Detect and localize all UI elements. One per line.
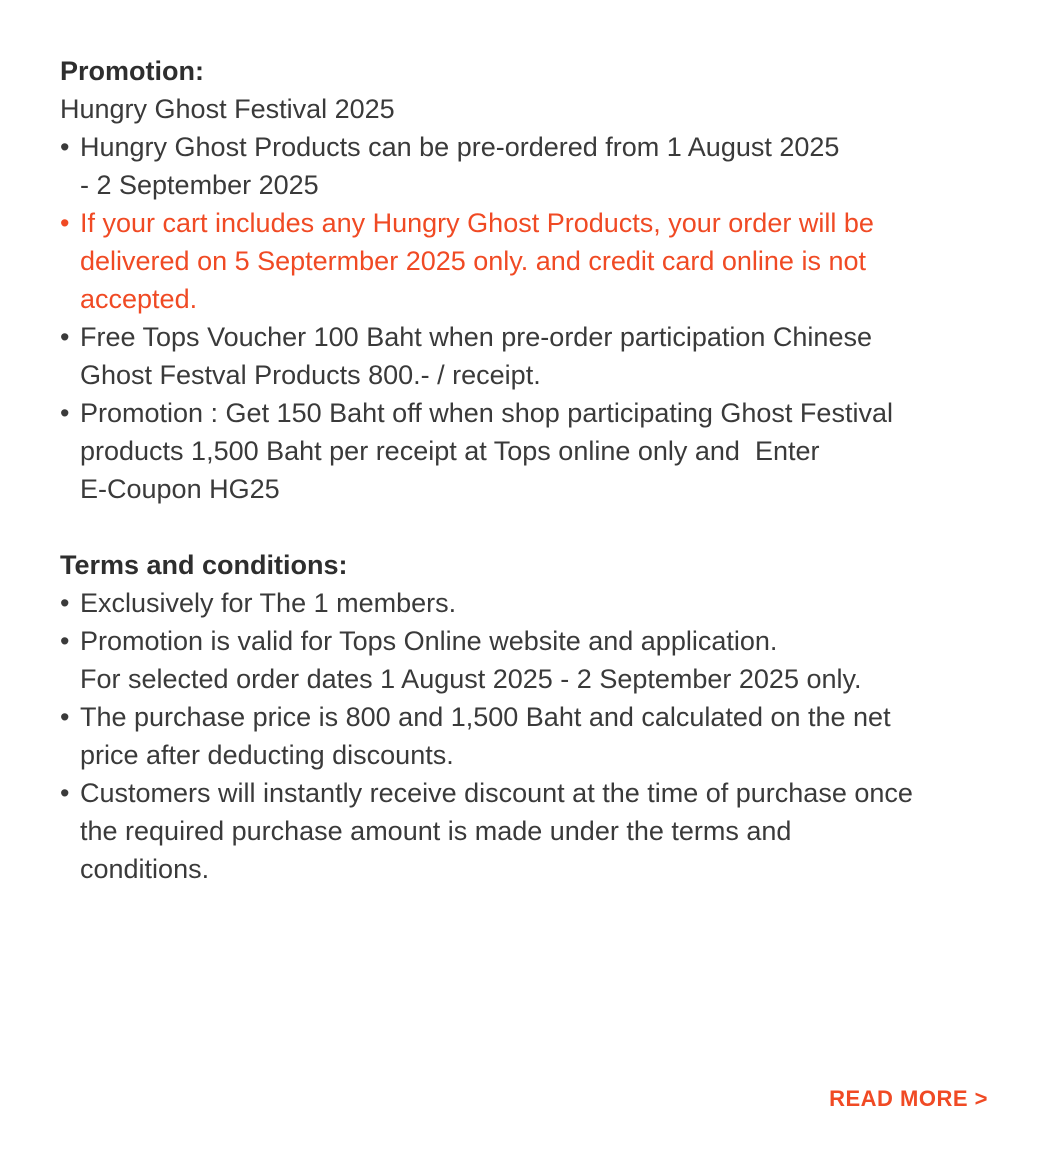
list-item-line: • If your cart includes any Hungry Ghost Products, your order will be [80, 208, 874, 238]
read-more-link[interactable]: READ MORE > [829, 1086, 988, 1111]
promotion-list [60, 128, 1000, 508]
terms-item-members [60, 584, 1000, 622]
list-item-line: • Promotion : Get 150 Baht off when shop participating Ghost Festival [80, 398, 893, 428]
terms-item-purchase-price [60, 698, 1000, 774]
list-item-line: products 1,500 Baht per receipt at Tops online only and Enter [80, 436, 820, 466]
list-item-line: For selected order dates 1 August 2025 - 2 September 2025 only. [80, 664, 862, 694]
promotion-item-ecoupon [60, 394, 1000, 508]
list-item-line: accepted. [80, 284, 198, 314]
promotion-item-voucher [60, 318, 1000, 394]
terms-list [60, 584, 1000, 888]
terms-heading: Terms and conditions: [60, 550, 348, 580]
list-item-line: • Customers will instantly receive discount at the time of purchase once [80, 778, 913, 808]
list-item-line: price after deducting discounts. [80, 740, 454, 770]
list-item-line: • Exclusively for The 1 members. [80, 588, 457, 618]
promotion-content [60, 52, 1000, 888]
terms-item-validity [60, 622, 1000, 698]
list-item-line: conditions. [80, 854, 210, 884]
list-item-line: • The purchase price is 800 and 1,500 Baht and calculated on the net [80, 702, 891, 732]
list-item-line: • Promotion is valid for Tops Online website and application. [80, 626, 778, 656]
list-item-line: - 2 September 2025 [80, 170, 319, 200]
promotion-subtitle: Hungry Ghost Festival 2025 [60, 94, 395, 124]
list-item-line: delivered on 5 Septermber 2025 only. and credit card online is not [80, 246, 866, 276]
promotion-heading: Promotion: [60, 56, 204, 86]
section-spacer [60, 508, 1000, 546]
list-item-line: E-Coupon HG25 [80, 474, 280, 504]
list-item-line: • Free Tops Voucher 100 Baht when pre-order participation Chinese [80, 322, 872, 352]
promotion-item-preorder-dates [60, 128, 1000, 204]
list-item-line: Ghost Festval Products 800.- / receipt. [80, 360, 541, 390]
list-item-line: • Hungry Ghost Products can be pre-ordered from 1 August 2025 [80, 132, 840, 162]
terms-item-instant-discount [60, 774, 1000, 888]
list-item-line: the required purchase amount is made under the terms and [80, 816, 792, 846]
promotion-item-delivery-warning [60, 204, 1000, 318]
